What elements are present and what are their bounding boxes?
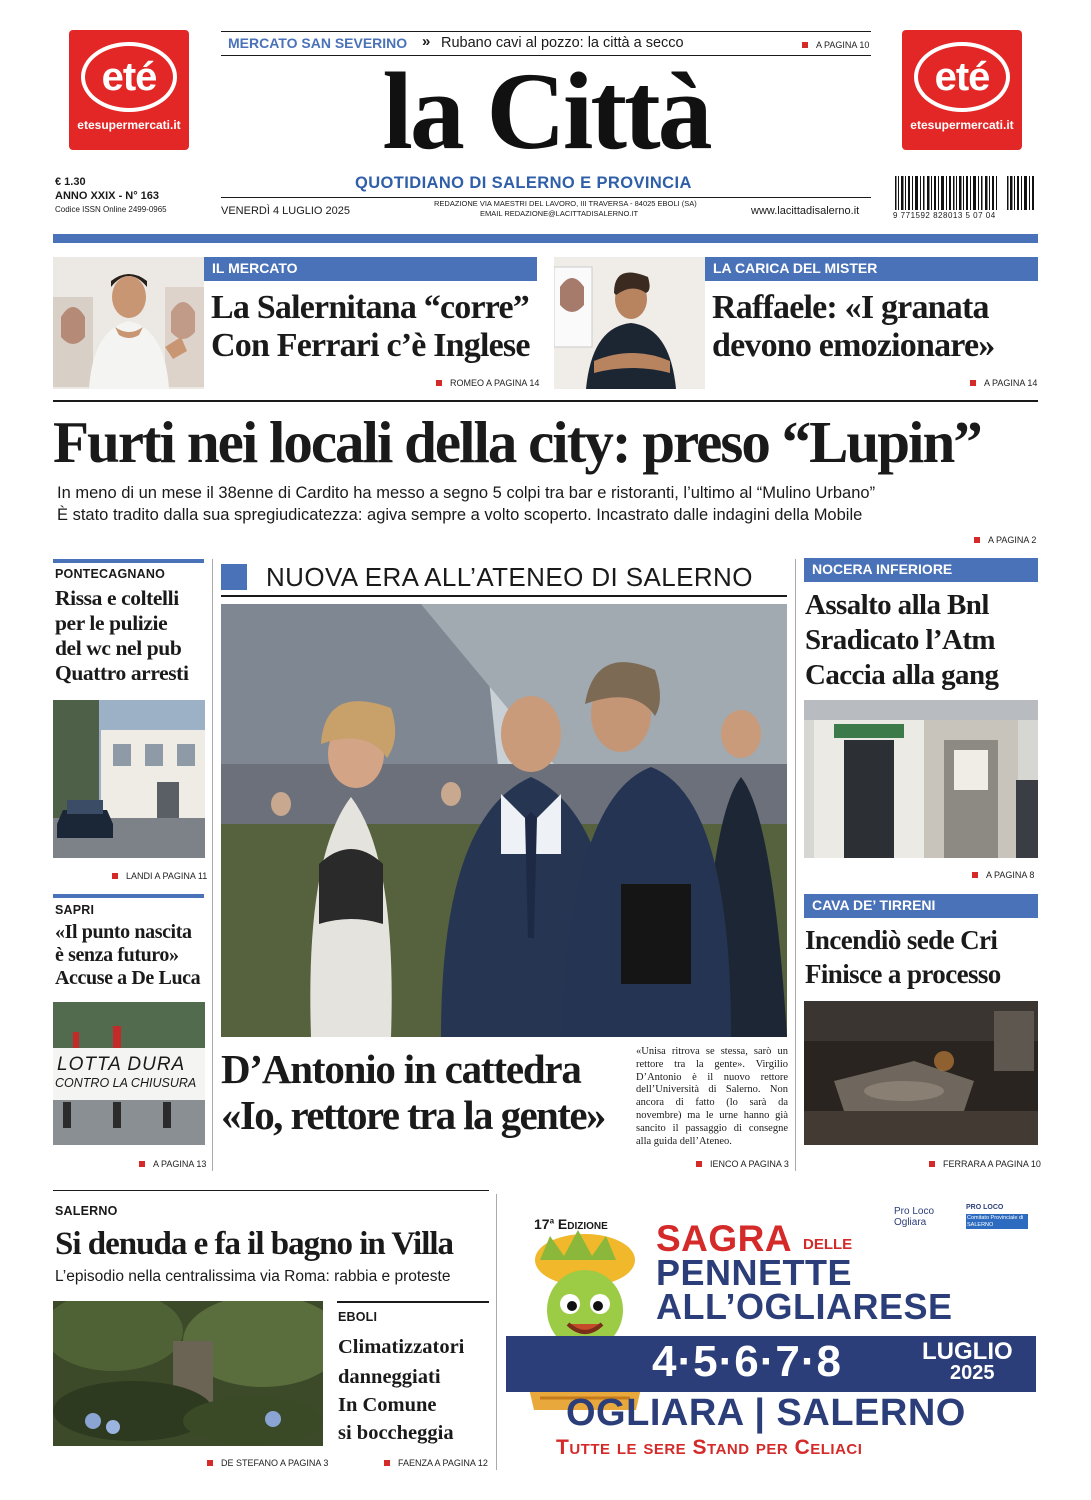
left-col-rule-2	[53, 894, 204, 898]
section-eboli: EBOLI	[338, 1310, 378, 1324]
headline-cava-1[interactable]: Incendiò sede Cri	[805, 925, 998, 955]
bottom-col-divider	[496, 1194, 497, 1470]
ete-logo-url: etesupermercati.it	[77, 118, 181, 132]
ref-square-icon	[139, 1161, 145, 1167]
photo-pontecagnano-art	[53, 700, 205, 858]
headline-salernitana-1[interactable]: La Salernitana “corre”	[211, 289, 529, 326]
photo-rettore-art	[221, 604, 787, 1037]
headline-eboli-3[interactable]: In Comune	[338, 1394, 437, 1416]
ref-text: ROMEO A PAGINA 14	[450, 378, 540, 388]
ref-text: A PAGINA 2	[988, 535, 1037, 545]
edition-word: Edizione	[557, 1216, 608, 1232]
issn: Codice ISSN Online 2499-0965	[55, 205, 167, 214]
ref-square-icon	[972, 872, 978, 878]
ref-text: A PAGINA 14	[984, 378, 1038, 388]
lead-sub-2: È stato tradito dalla sua spregiudicatezza: agiva sempre a volto scoperto. Incastrato dalle indagini della Mobile	[57, 506, 863, 524]
ad-place: OGLIARA | SALERNO	[566, 1392, 966, 1434]
headline-rettore-1[interactable]: D’Antonio in cattedra	[221, 1046, 581, 1092]
dateline-address: REDAZIONE VIA MAESTRI DEL LAVORO, III TRAVERSA - 84025 EBOLI (SA)	[434, 199, 697, 208]
headline-rissa-1[interactable]: Rissa e coltelli	[55, 586, 179, 610]
ref-square-icon	[112, 873, 118, 879]
ref-nocera	[972, 870, 1034, 880]
ref-square-icon	[207, 1460, 213, 1466]
banner-lotta-dura: LOTTA DURA	[57, 1054, 186, 1075]
headline-sapri-1[interactable]: «Il punto nascita	[55, 921, 192, 943]
headline-rettore-2[interactable]: «Io, rettore tra la gente»	[221, 1092, 605, 1138]
section-nocera: NOCERA INFERIORE	[804, 558, 1038, 582]
ete-logo-left[interactable]	[69, 30, 189, 150]
photo-inglese-art	[53, 257, 204, 389]
col-divider-left	[212, 559, 213, 1171]
ref-text: DE STEFANO A PAGINA 3	[221, 1458, 329, 1468]
ref-text: FAENZA A PAGINA 12	[398, 1458, 488, 1468]
sponsor-comitato: Comitato Provinciale di SALERNO	[966, 1214, 1028, 1229]
ad-delle: DELLE	[803, 1236, 853, 1253]
ref-text: IENCO A PAGINA 3	[710, 1159, 789, 1169]
ref-text: A PAGINA 10	[816, 40, 870, 50]
section-pontecagnano: PONTECAGNANO	[55, 567, 166, 581]
headline-salernitana-2[interactable]: Con Ferrari c’è Inglese	[211, 327, 530, 364]
ad-month: LUGLIO	[922, 1338, 1013, 1365]
lead-rule	[53, 400, 1038, 402]
ref-raffaele	[970, 378, 1037, 388]
dateline-rule	[221, 197, 871, 198]
ref-text: FERRARA A PAGINA 10	[943, 1159, 1041, 1169]
ref-square-icon	[384, 1460, 390, 1466]
ad-sagra-title: SAGRA	[656, 1218, 793, 1259]
bottom-rule	[53, 1190, 489, 1191]
headline-sapri-2[interactable]: è senza futuro»	[55, 944, 179, 966]
masthead-subtitle: QUOTIDIANO DI SALERNO E PROVINCIA	[355, 174, 692, 192]
left-col-rule-1	[53, 559, 204, 563]
edition-number: 17	[534, 1216, 550, 1232]
photo-nocera[interactable]	[804, 700, 1038, 858]
ref-text: A PAGINA 8	[986, 870, 1035, 880]
headline-rissa-4[interactable]: Quattro arresti	[55, 661, 189, 685]
photo-cava[interactable]	[804, 1001, 1038, 1145]
masthead-divider	[53, 234, 1038, 243]
headline-sapri-3[interactable]: Accuse a De Luca	[55, 967, 201, 989]
ete-logo-url: etesupermercati.it	[910, 118, 1014, 132]
center-kicker-rule	[221, 595, 787, 597]
teaser-ref	[802, 40, 869, 50]
center-kicker-square-icon	[221, 564, 247, 590]
photo-villa-art	[53, 1301, 323, 1446]
ref-square-icon	[436, 380, 442, 386]
section-salerno: SALERNO	[55, 1204, 118, 1218]
headline-raffaele-2[interactable]: devono emozionare»	[712, 327, 995, 364]
sponsor-proloco: PRO LOCO	[966, 1204, 1004, 1211]
dateline-email: EMAIL REDAZIONE@LACITTADISALERNO.IT	[480, 209, 639, 218]
sponsor-proloco-ogliara: Pro Loco Ogliara	[894, 1206, 935, 1228]
ete-logo-mark: eté	[914, 42, 1010, 112]
headline-raffaele-1[interactable]: Raffaele: «I granata	[712, 289, 989, 326]
eboli-rule	[337, 1301, 489, 1303]
headline-rissa-2[interactable]: per le pulizie	[55, 611, 168, 635]
photo-raffaele[interactable]	[554, 257, 705, 389]
ref-salernitana	[436, 378, 539, 388]
teaser-place[interactable]: MERCATO SAN SEVERINO	[228, 35, 408, 51]
ref-text: LANDI A PAGINA 11	[126, 871, 208, 881]
ad-dates: 4·5·6·7·8	[652, 1337, 842, 1386]
ref-square-icon	[929, 1161, 935, 1167]
photo-sapri[interactable]	[53, 1002, 205, 1145]
section-il-mercato: IL MERCATO	[204, 257, 537, 281]
ete-logo-right[interactable]	[902, 30, 1022, 150]
headline-nocera-2[interactable]: Sradicato l’Atm	[805, 624, 995, 656]
ref-square-icon	[696, 1161, 702, 1167]
photo-inglese[interactable]	[53, 257, 204, 389]
ad-sponsor-block	[894, 1202, 1034, 1232]
price: € 1.30	[55, 176, 86, 188]
headline-eboli-2[interactable]: danneggiati	[338, 1366, 441, 1388]
barcode-digits: 9 771592 828013 5 07 04	[893, 211, 996, 220]
dateline-date: VENERDÌ 4 LUGLIO 2025	[221, 205, 351, 217]
col-divider-right	[795, 559, 796, 1171]
ref-text: A PAGINA 13	[153, 1159, 207, 1169]
teaser-arrow-icon: »	[422, 33, 431, 50]
lead-sub-1: In meno di un mese il 38enne di Cardito ha messo a segno 5 colpi tra bar e ristoranti, l’ultimo al “Mulino Urbano”	[57, 484, 876, 502]
ref-rettore	[696, 1159, 789, 1169]
photo-pontecagnano[interactable]	[53, 700, 205, 858]
headline-nocera-3[interactable]: Caccia alla gang	[805, 659, 999, 691]
ref-sapri	[139, 1159, 206, 1169]
edition-sup: a	[549, 1216, 555, 1226]
section-carica-mister: LA CARICA DEL MISTER	[705, 257, 1038, 281]
ref-square-icon	[802, 42, 808, 48]
photo-cava-art	[804, 1001, 1038, 1145]
section-sapri: SAPRI	[55, 903, 95, 917]
lead-headline[interactable]: Furti nei locali della city: preso “Lupin”	[53, 409, 981, 475]
ad-pennette: PENNETTE	[656, 1252, 853, 1293]
photo-rettore[interactable]	[221, 604, 787, 1037]
issue-number: ANNO XXIX - N° 163	[55, 190, 160, 202]
headline-eboli-4[interactable]: si boccheggia	[338, 1422, 454, 1444]
ref-villa	[207, 1458, 328, 1468]
ref-lead	[974, 535, 1036, 545]
ref-eboli	[384, 1458, 488, 1468]
body-rettore: «Unisa ritrova se stessa, sarò un rettore tra la gente». Virgilio D’Antonio è il nuovo rettore dell’Università di Salerno. Non ancora di fatto (lo sarà da novembre) ma le urne hanno già sancito il passaggio di consegne alla guida dell’Ateneo.	[636, 1046, 788, 1147]
headline-cava-2[interactable]: Finisce a processo	[805, 959, 1001, 989]
ref-square-icon	[974, 537, 980, 543]
photo-nocera-art	[804, 700, 1038, 858]
ad-tagline: Tutte le sere Stand per Celiaci	[556, 1436, 863, 1459]
ete-logo-mark: eté	[81, 42, 177, 112]
sub-villa: L’episodio nella centralissima via Roma: rabbia e proteste	[55, 1268, 451, 1285]
ad-ogliarese: ALL’OGLIARESE	[656, 1286, 953, 1327]
ref-square-icon	[970, 380, 976, 386]
banner-contro-chiusura: CONTRO LA CHIUSURA	[55, 1076, 197, 1090]
teaser-text[interactable]: Rubano cavi al pozzo: la città a secco	[441, 35, 684, 51]
headline-eboli-1[interactable]: Climatizzatori	[338, 1336, 465, 1358]
dateline-website[interactable]: www.lacittadisalerno.it	[751, 205, 860, 217]
headline-villa[interactable]: Si denuda e fa il bagno in Villa	[55, 1226, 454, 1262]
ad-year: 2025	[950, 1362, 995, 1384]
masthead-title: la Città	[382, 50, 710, 172]
photo-villa[interactable]	[53, 1301, 323, 1446]
section-cava: CAVA DE’ TIRRENI	[804, 894, 1038, 918]
ad-sagra[interactable]	[504, 1196, 1038, 1486]
ref-rissa	[112, 871, 207, 881]
headline-rissa-3[interactable]: del wc nel pub	[55, 636, 182, 660]
teaser-rule-top	[221, 31, 871, 32]
photo-raffaele-art	[554, 257, 705, 389]
headline-nocera-1[interactable]: Assalto alla Bnl	[805, 589, 989, 621]
ref-cava	[929, 1159, 1041, 1169]
center-kicker: NUOVA ERA ALL’ATENEO DI SALERNO	[266, 562, 753, 592]
